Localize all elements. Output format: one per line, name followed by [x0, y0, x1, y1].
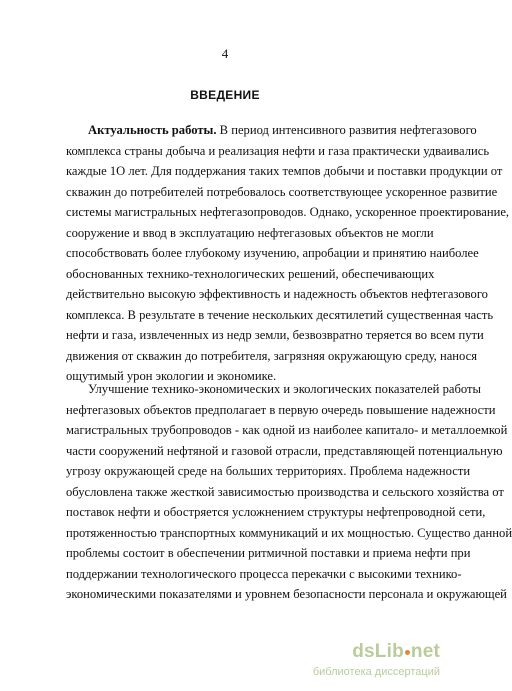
paragraph-line: обусловлена также жесткой зависимостью производства и сельского хозяйства от	[66, 484, 504, 499]
logo-text-right: net	[410, 641, 440, 662]
paragraph-relevance	[66, 120, 510, 387]
paragraph-line: поддержании технологического процесса перекачки с высокими технико-	[66, 566, 462, 581]
watermark	[312, 641, 440, 685]
paragraph-line: движения от скважин до потребителя, загрязняя окружающую среду, нанося	[66, 348, 478, 363]
paragraph-line: экономическими показателями и уровнем безопасности персонала и окружающей	[66, 587, 507, 601]
paragraph-line: протяженностью транспортных коммуникаций и их мощностью. Существо данной	[66, 525, 512, 540]
paragraph-line: Улучшение технико-экономических и экологических показателей работы	[88, 382, 481, 396]
paragraph-line: угрозу окружающей среде на больших территориях. Проблема надежности	[66, 464, 471, 478]
paragraph-line: сооружение и ввод в эксплуатацию нефтегазовых объектов не могли	[66, 225, 434, 240]
paragraph-line: комплекса страны добыча и реализация нефти и газа практически удваивались	[66, 143, 490, 158]
paragraph-line: системы магистральных нефтегазопроводов. Однако, ускоренное проектирование,	[66, 205, 510, 219]
lead-phrase: Актуальность работы.	[88, 123, 217, 137]
paragraph-line: поставок нефти и обостряется усложнением структуры нефтепроводной сети,	[66, 505, 486, 519]
logo-text-left: dsLib	[352, 641, 404, 662]
page-number: 4	[221, 46, 229, 61]
watermark-logo	[352, 641, 440, 663]
line-text: В период интенсивного развития нефтегазового	[216, 123, 477, 137]
paragraph-line: нефтегазовых объектов предполагает в первую очередь повышение надежности	[66, 402, 496, 417]
watermark-subtitle: библиотека диссертаций	[312, 666, 440, 678]
paragraph-line: способствовать более глубокому изучению, апробации и принятию наиболее	[66, 246, 479, 260]
paragraph-line: ощутимый урон экологии и экономике.	[66, 369, 277, 383]
paragraph-line: магистральных трубопроводов - как одной из наиболее капитало- и металлоемкой	[66, 423, 508, 437]
paragraph-line: комплекса. В результате в течение нескольких десятилетий существенная часть	[66, 307, 494, 322]
paragraph-line: части сооружений нефтяной и газовой отрасли, представляющей потенциальную	[66, 443, 503, 458]
paragraph-line: проблемы состоит в обеспечении ритмичной поставки и приема нефти при	[66, 546, 471, 560]
paragraph-line: скважин до потребителей потребовалось соответствующее ускоренное развитие	[66, 184, 498, 199]
dot-icon	[405, 650, 410, 655]
section-heading: ВВЕДЕНИЕ	[190, 88, 260, 102]
paragraph-reliability	[66, 379, 512, 605]
paragraph-line: каждые 1О лет. Для поддержания таких темпов добычи и поставки продукции от	[66, 164, 503, 178]
paragraph-line: нефти и газа, извлеченных из недр земли, безвозвратно теряется во всем пути	[66, 328, 484, 342]
paragraph-line	[66, 120, 477, 141]
paragraph-line: обоснованных технико-технологических решений, обеспечивающих	[66, 266, 435, 281]
paragraph-line: действительно высокую эффективность и надежность объектов нефтегазового	[66, 287, 488, 301]
